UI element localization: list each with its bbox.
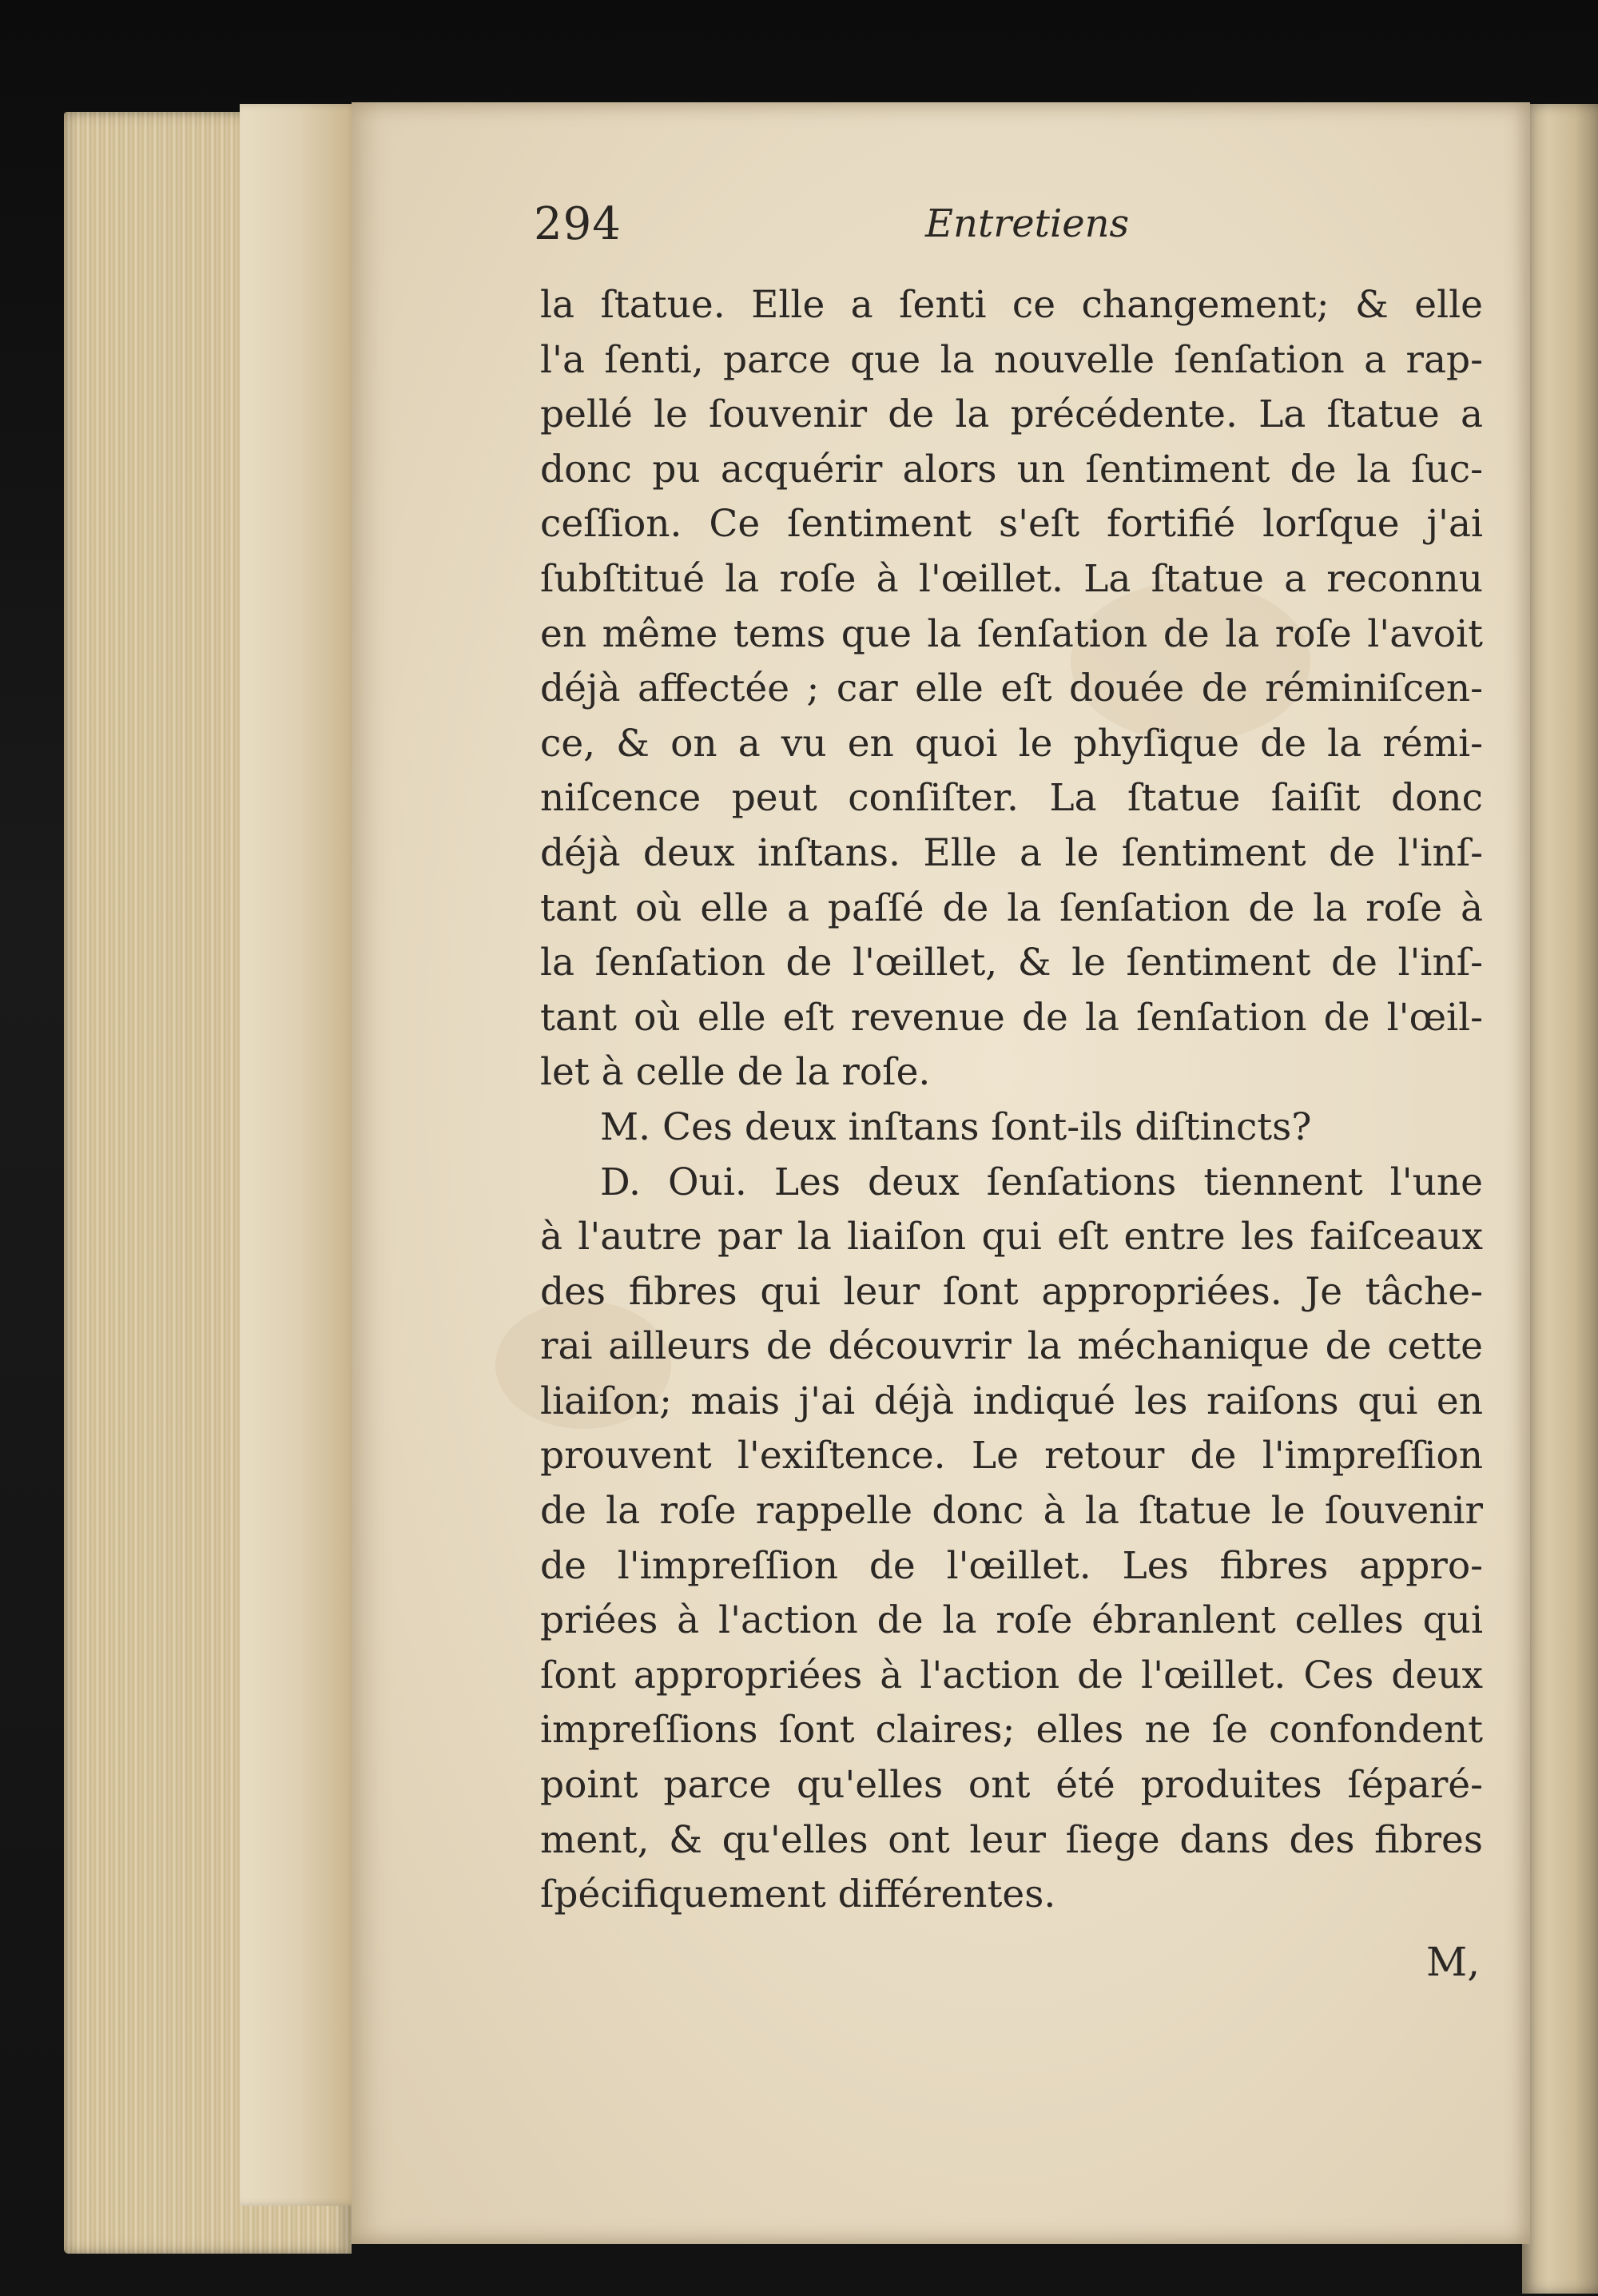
text-line: tant où elle a paſſé de la ſenſation de la roſe à	[540, 885, 1483, 930]
dialogue-line: D. Oui. Les deux ſenſations tiennent l'une	[600, 1160, 1483, 1204]
text-line: ce, & on a vu en quoi le phyſique de la rémi-	[540, 721, 1483, 766]
text-line: des fibres qui leur ſont appropriées. Je tâche-	[540, 1269, 1483, 1314]
text-line: niſcence peut conſiſter. La ſtatue ſaiſit donc	[540, 776, 1483, 821]
text-line: donc pu acquérir alors un ſentiment de la ſuc-	[540, 447, 1483, 491]
text-line: ſpécifiquement différentes.	[540, 1872, 1056, 1917]
catchword: M,	[1426, 1939, 1481, 1985]
page-edges-inner	[240, 104, 360, 2206]
text-line: point parce qu'elles ont été produites ſéparé-	[540, 1763, 1483, 1808]
dialogue-line: M. Ces deux inſtans ſont-ils diſtincts?	[600, 1104, 1312, 1149]
text-line: ſubſtitué la roſe à l'œillet. La ſtatue a reconnu	[540, 556, 1483, 601]
page-number: 294	[534, 198, 622, 250]
text-line: ceſſion. Ce ſentiment s'eſt fortifié lorſque j'ai	[540, 502, 1483, 547]
next-page-edge	[1522, 104, 1598, 2294]
text-line: en même tems que la ſenſation de la roſe l'avoit	[540, 611, 1483, 656]
text-line: à l'autre par la liaiſon qui eſt entre les faiſceaux	[540, 1215, 1483, 1259]
text-line: tant où elle eſt revenue de la ſenſation de l'œil-	[540, 995, 1483, 1040]
text-line: déjà deux inſtans. Elle a le ſentiment de l'inſ-	[540, 830, 1483, 875]
running-head: Entretiens	[925, 201, 1130, 246]
text-line: déjà affectée ; car elle eſt douée de réminiſcen-	[540, 667, 1483, 711]
text-line: prouvent l'exiſtence. Le retour de l'impreſſion	[540, 1434, 1483, 1478]
text-line: let à celle de la roſe.	[540, 1050, 931, 1095]
text-line: l'a ſenti, parce que la nouvelle ſenſation a rap-	[540, 337, 1483, 382]
text-line: de la roſe rappelle donc à la ſtatue le ſouvenir	[540, 1489, 1483, 1534]
page-header	[534, 198, 1501, 262]
text-line: pellé le ſouvenir de la précédente. La ſtatue a	[540, 392, 1483, 437]
text-line: ment, & qu'elles ont leur ſiege dans des fibres	[540, 1817, 1483, 1862]
text-line: impreſſions ſont claires; elles ne ſe confondent	[540, 1708, 1483, 1753]
text-line: de l'impreſſion de l'œillet. Les fibres appro-	[540, 1543, 1483, 1588]
text-line: ſont appropriées à l'action de l'œillet. Ces deux	[540, 1653, 1483, 1697]
body-text	[540, 278, 1483, 1923]
book-page	[352, 102, 1530, 2244]
text-line: priées à l'action de la roſe ébranlent celles qui	[540, 1598, 1483, 1643]
text-line: rai ailleurs de découvrir la méchanique de cette	[540, 1324, 1483, 1369]
text-line: liaiſon; mais j'ai déjà indiqué les raiſons qui en	[540, 1379, 1483, 1423]
text-line: la ſtatue. Elle a ſenti ce changement; & elle	[540, 283, 1483, 327]
text-line: la ſenſation de l'œillet, & le ſentiment de l'inſ-	[540, 941, 1483, 985]
